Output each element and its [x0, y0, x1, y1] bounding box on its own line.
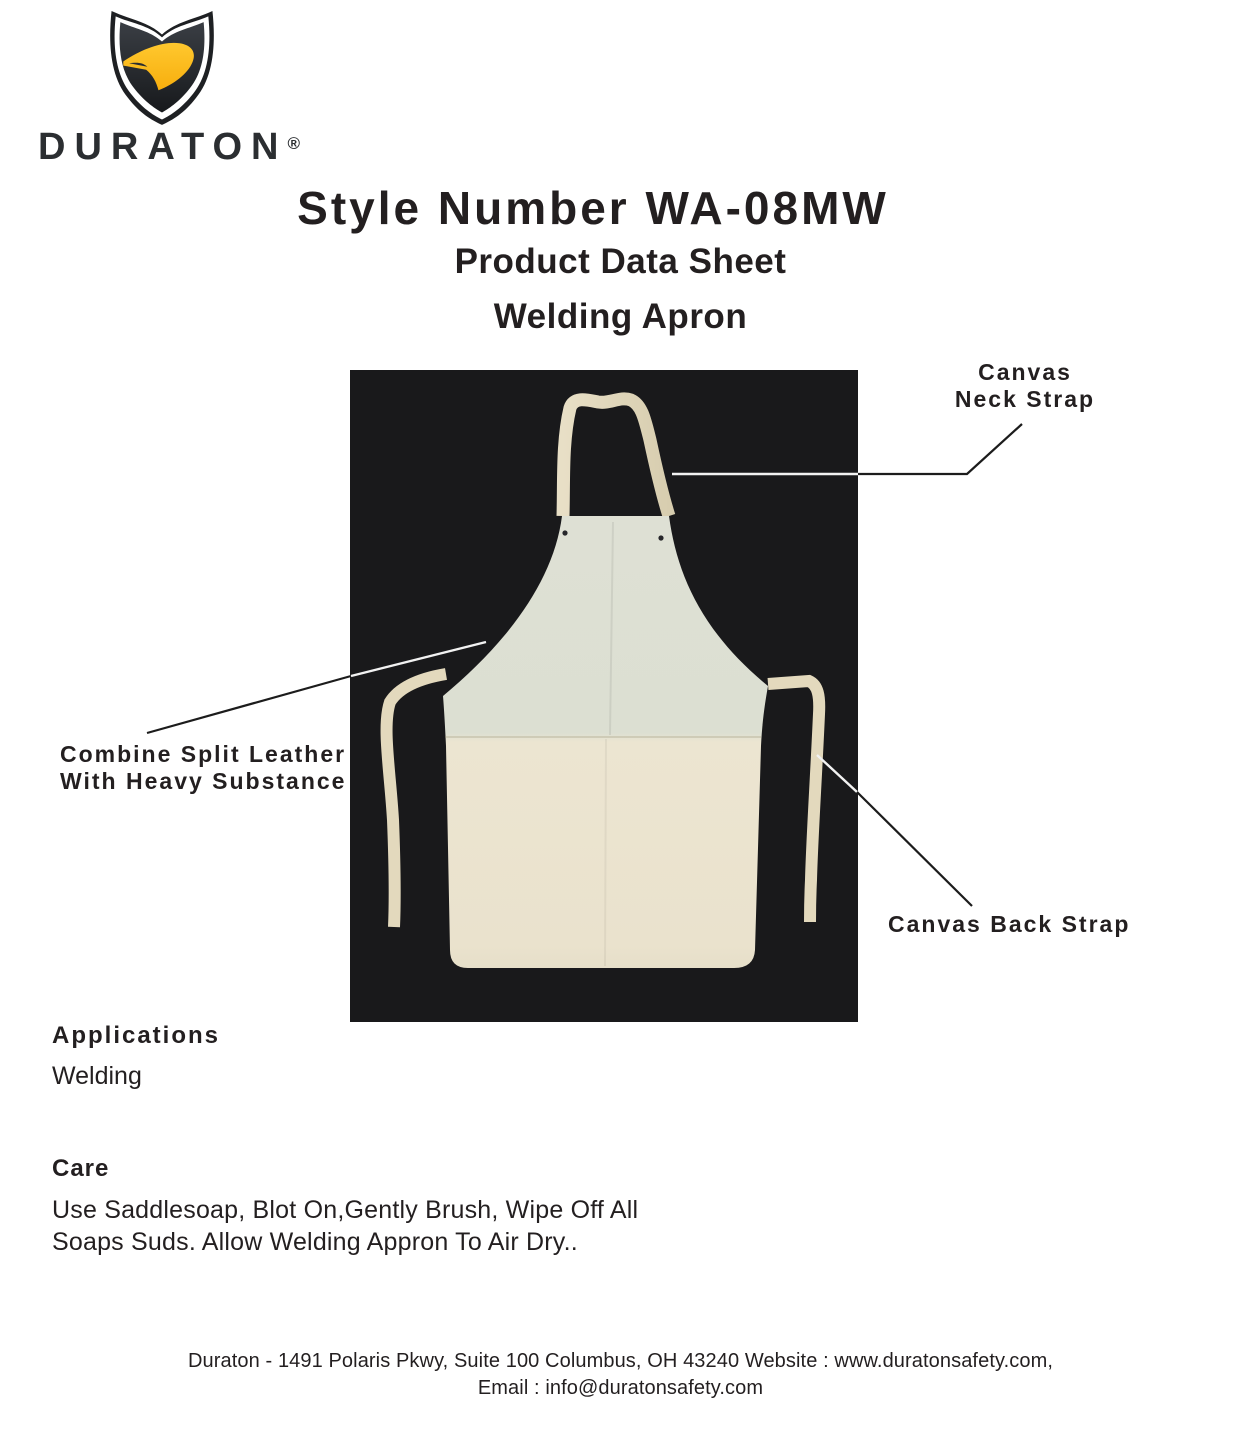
applications-heading: Applications	[52, 1022, 221, 1049]
back-strap-leader-outer	[857, 792, 972, 906]
registered-trademark-symbol: ®	[287, 134, 301, 153]
callout-neck-strap	[900, 359, 1150, 413]
brand-wordmark	[38, 128, 300, 168]
apron-rivet-hole-left	[562, 530, 567, 535]
subtitle-product-name: Welding Apron	[493, 297, 748, 336]
apron-rivet-hole-right	[658, 535, 663, 540]
neck-strap-leader-outer	[858, 424, 1022, 474]
callout-neck-strap-line2: Neck Strap	[954, 386, 1096, 412]
care-line: Use Saddlesoap, Blot On,Gently Brush, Wipe Off All	[52, 1196, 639, 1224]
brand-wordmark-text: DURATON	[38, 126, 288, 168]
care-body	[52, 1194, 732, 1258]
callout-neck-strap-line1: Canvas	[978, 359, 1072, 385]
product-photo	[350, 370, 858, 1022]
callout-split-leather	[60, 741, 380, 795]
care-heading: Care	[52, 1155, 110, 1182]
apron-body-crease	[605, 739, 606, 966]
applications-body: Welding	[52, 1062, 142, 1090]
subtitle-product-data-sheet: Product Data Sheet	[454, 242, 787, 281]
brand-shield-icon	[103, 4, 221, 126]
footer-email-line: Email : info@duratonsafety.com	[477, 1377, 764, 1399]
footer	[0, 1348, 1241, 1402]
footer-address-line: Duraton - 1491 Polaris Pkwy, Suite 100 Columbus, OH 43240 Website : www.duratonsafety.com,	[188, 1350, 1053, 1372]
callout-split-leather-line2: With Heavy Substance	[60, 768, 347, 794]
care-line: Soaps Suds. Allow Welding Appron To Air Dry..	[52, 1228, 578, 1256]
split-leather-leader-outer	[147, 676, 351, 733]
callout-back-strap: Canvas Back Strap	[888, 911, 1131, 937]
callout-split-leather-line1: Combine Split Leather	[60, 741, 347, 767]
welding-apron-illustration	[350, 370, 858, 1022]
page-title: Style Number WA-08MW	[297, 182, 889, 234]
